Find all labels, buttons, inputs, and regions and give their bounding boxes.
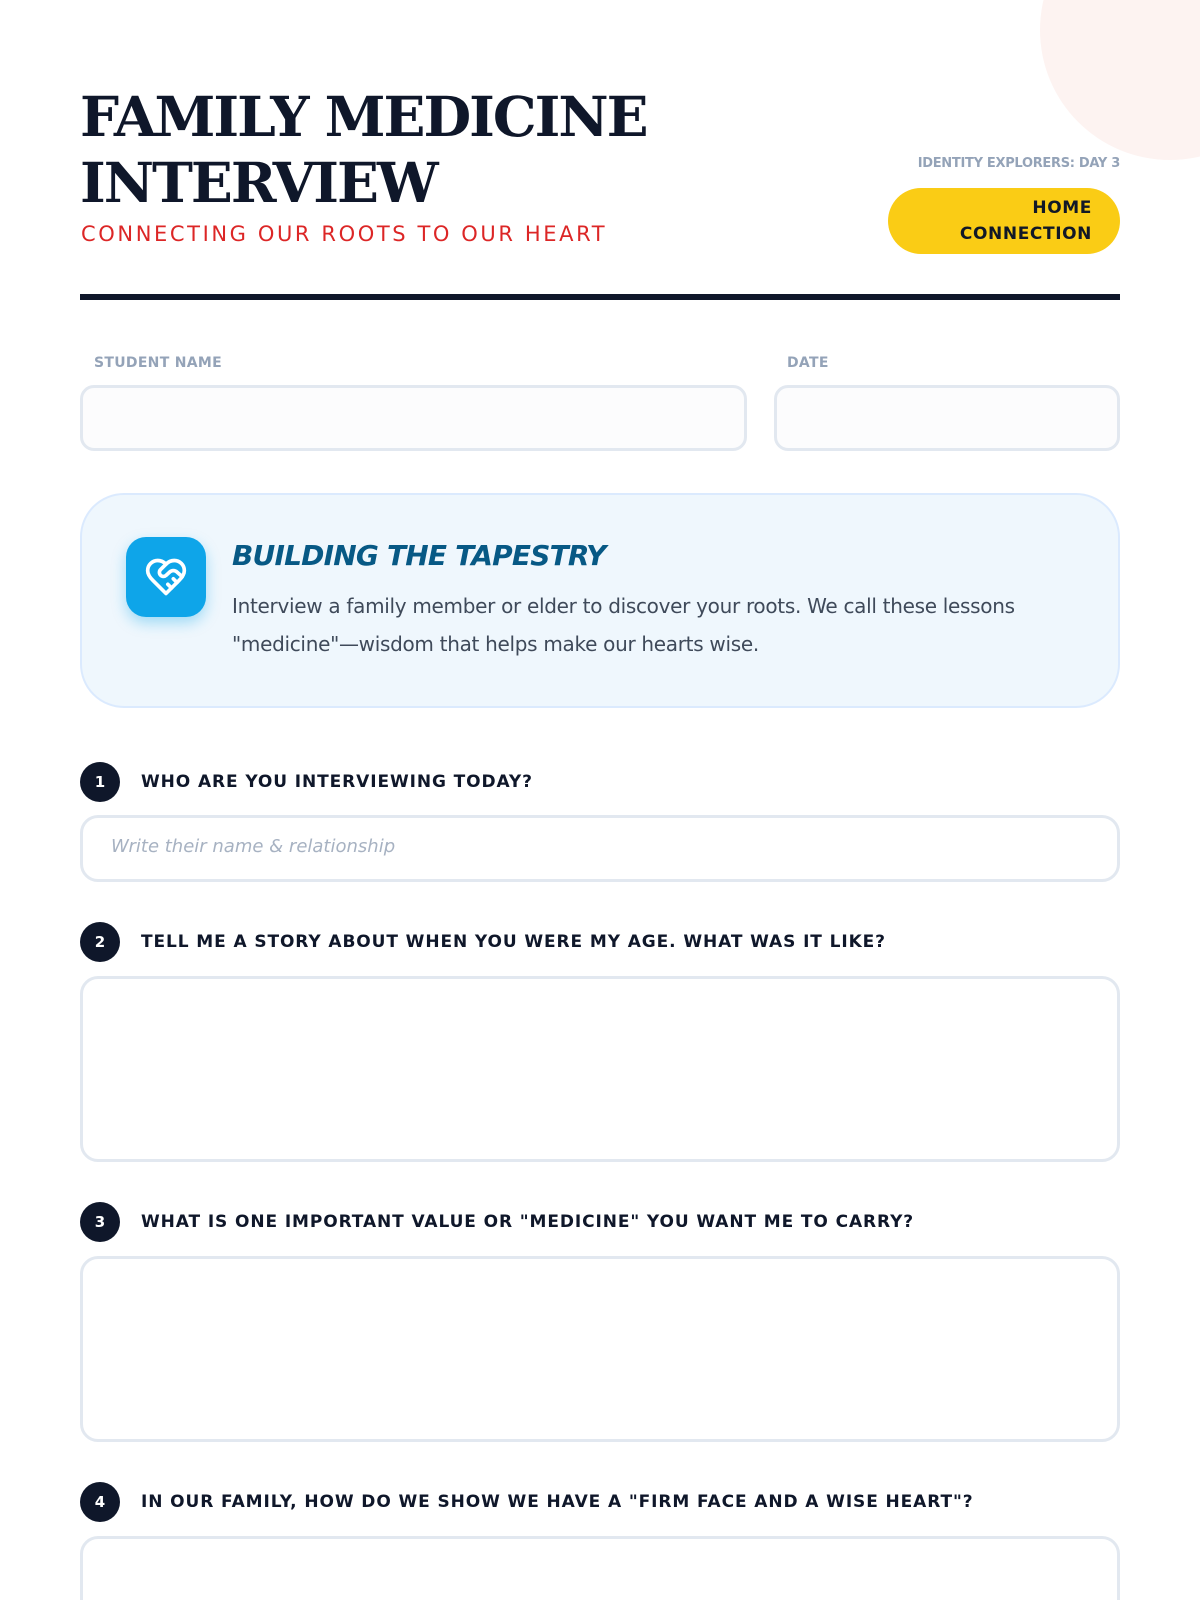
answer-textarea-3[interactable] [80,1256,1120,1442]
student-name-field[interactable] [80,385,747,451]
home-connection-badge [888,188,1120,254]
answer-textarea-2[interactable] [80,976,1120,1162]
question-1-text: WHO ARE YOU INTERVIEWING TODAY? [141,772,533,792]
question-2-text: TELL ME A STORY ABOUT WHEN YOU WERE MY AGE. WHAT WAS IT LIKE? [141,932,886,952]
student-name-label: STUDENT NAME [94,355,222,371]
answer-textarea-4[interactable] [80,1536,1120,1600]
page-title: FAMILY MEDICINE INTERVIEW [80,84,647,215]
question-number-3: 3 [80,1202,120,1242]
date-field[interactable] [774,385,1120,451]
answer-1-placeholder: Write their name & relationship [111,836,396,857]
page-subtitle: CONNECTING OUR ROOTS TO OUR HEART [81,222,608,246]
series-label: IDENTITY EXPLORERS: DAY 3 [917,156,1120,171]
intro-card [80,493,1120,708]
intro-heading: BUILDING THE TAPESTRY [232,539,606,572]
intro-text: Interview a family member or elder to discover your roots. We call these lessons "medicine"—wisdom that helps make our hearts wise. [232,594,1015,656]
home-connection-label: HOME CONNECTION [959,198,1092,244]
heart-handshake-icon [126,537,206,617]
question-number-4: 4 [80,1482,120,1522]
date-label: DATE [787,355,829,371]
decorative-corner-circle [1040,0,1200,160]
question-4-text: IN OUR FAMILY, HOW DO WE SHOW WE HAVE A "FIRM FACE AND A WISE HEART"? [141,1492,974,1512]
question-3-text: WHAT IS ONE IMPORTANT VALUE OR "MEDICINE" YOU WANT ME TO CARRY? [141,1212,915,1232]
header-divider [80,294,1120,300]
question-number-2: 2 [80,922,120,962]
answer-input-1[interactable] [80,815,1120,882]
question-number-1: 1 [80,762,120,802]
